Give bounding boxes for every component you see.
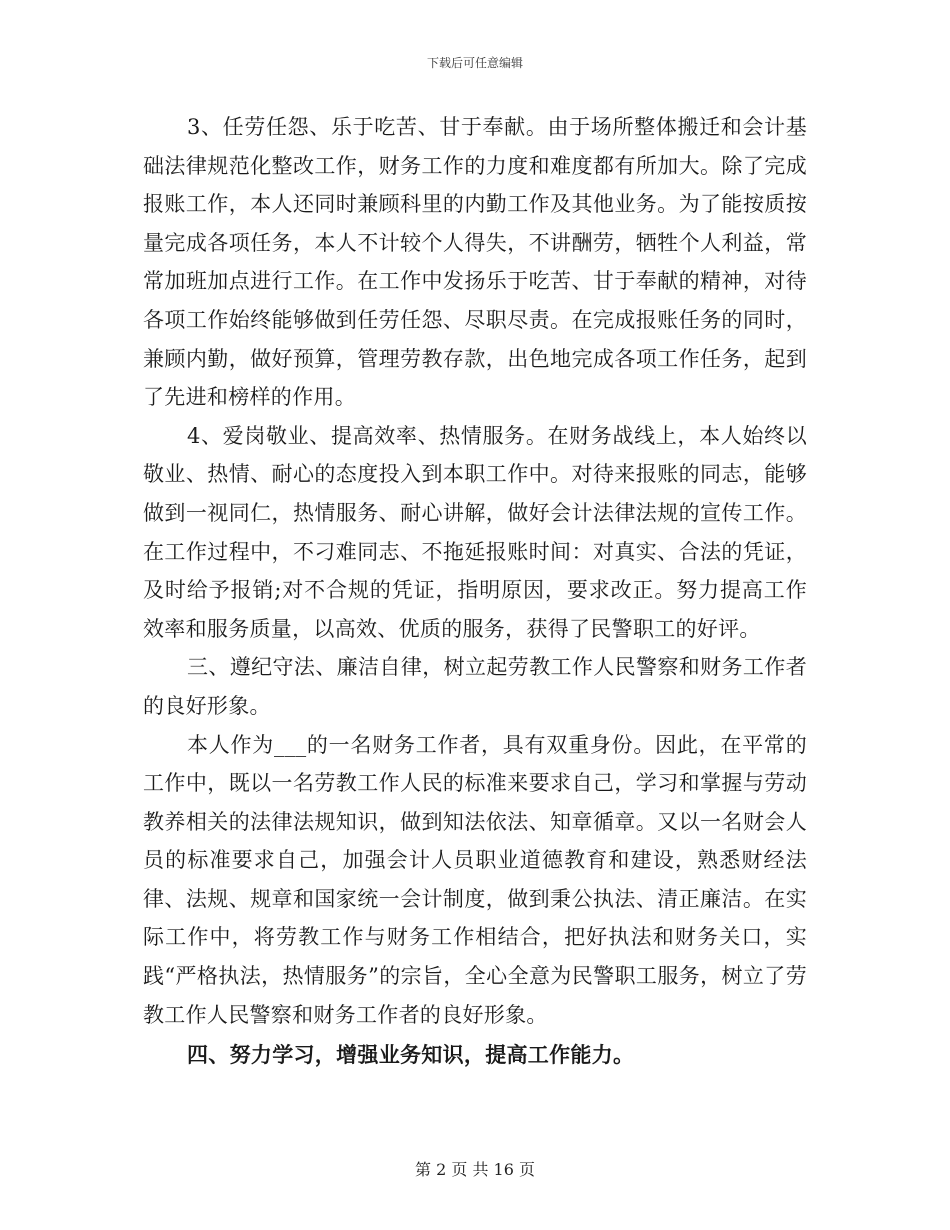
- section-three-heading: 三、遵纪守法、廉洁自律，树立起劳教工作人民警察和财务工作者的良好形象。: [143, 655, 807, 718]
- page-number-footer: 第 2 页 共 16 页: [415, 1160, 535, 1179]
- paragraph-item-4: 4、爱岗敬业、提高效率、热情服务。在财务战线上，本人始终以敬业、热情、耐心的态度投入到本职工作中。对待来报账的同志，能够做到一视同仁，热情服务、耐心讲解，做好会计法律法规的宣传工作。在工作过程中，不刁难同志、不拖延报账时间：对真实、合法的凭证，及时给予报销;对不合规的凭证，指明原因，要求改正。努力提高工作效率和服务质量，以高效、优质的服务，获得了民警职工的好评。: [143, 423, 807, 641]
- paragraph-section-three-body: 本人作为___的一名财务工作者，具有双重身份。因此，在平常的工作中，既以一名劳教工作人民的标准来要求自己，学习和掌握与劳动教养相关的法律法规知识，做到知法依法、知章循章。又以一名财会人员的标准要求自己，加强会计人员职业道德教育和建设，熟悉财经法律、法规、规章和国家统一会计制度，做到秉公执法、清正廉洁。在实际工作中，将劳教工作与财务工作相结合，把好执法和财务关口，实践“严格执法，热情服务”的宗旨，全心全意为民警职工服务，树立了劳教工作人民警察和财务工作者的良好形象。: [143, 732, 807, 1027]
- document-body: [143, 108, 807, 1075]
- page-header: 下载后可任意编辑: [426, 56, 523, 70]
- section-four-heading: 四、努力学习，增强业务知识，提高工作能力。: [187, 1042, 635, 1068]
- paragraph-item-3: 3、任劳任怨、乐于吃苦、甘于奉献。由于场所整体搬迁和会计基础法律规范化整改工作，财务工作的力度和难度都有所加大。除了完成报账工作，本人还同时兼顾科里的内勤工作及其他业务。为了能按质按量完成各项任务，本人不计较个人得失，不讲酬劳，牺牲个人利益，常常加班加点进行工作。在工作中发扬乐于吃苦、甘于奉献的精神，对待各项工作始终能够做到任劳任怨、尽职尽责。在完成报账任务的同时，兼顾内勤，做好预算，管理劳教存款，出色地完成各项工作任务，起到了先进和榜样的作用。: [143, 115, 807, 410]
